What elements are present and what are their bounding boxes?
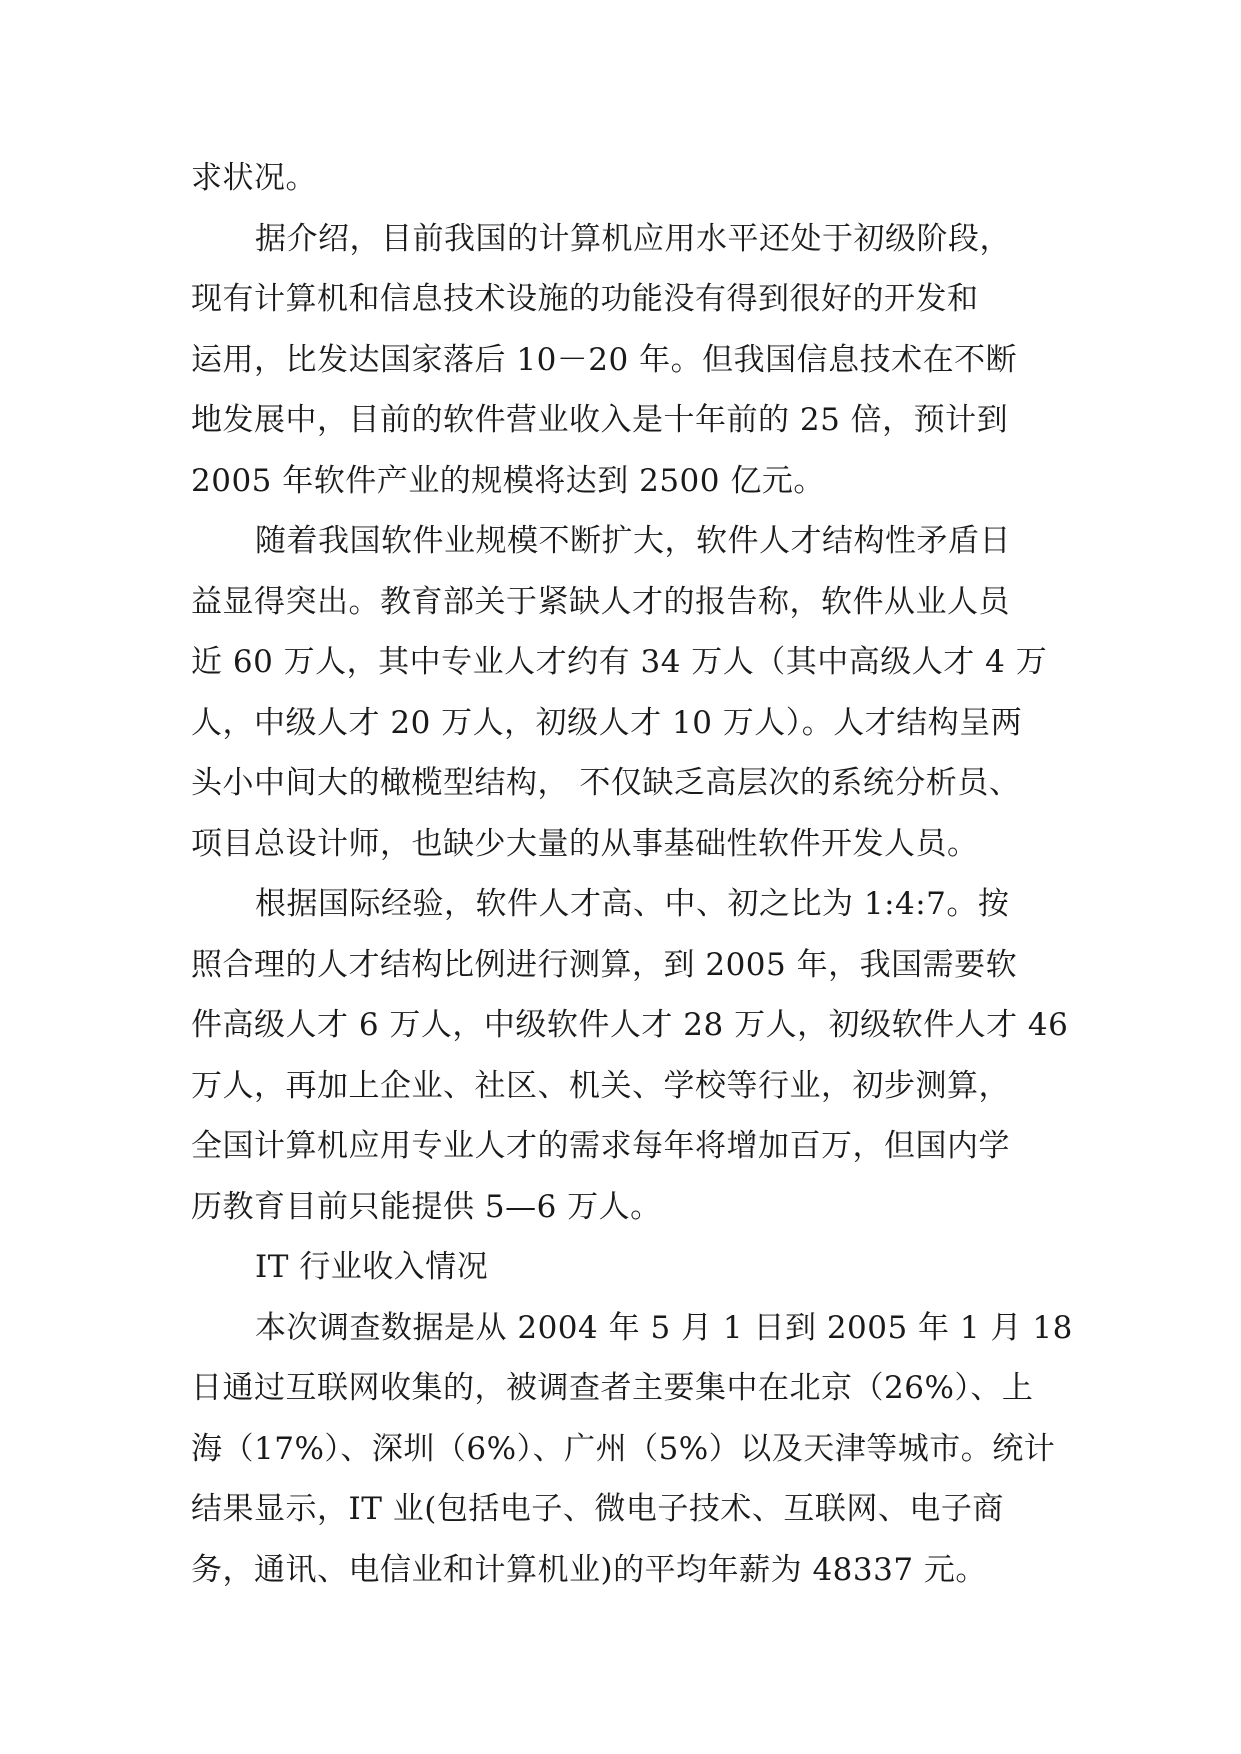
text-line: 日通过互联网收集的，被调查者主要集中在北京（26%）、上 [191,1370,1034,1406]
text-line: 万人，再加上企业、社区、机关、学校等行业，初步测算， [191,1067,1010,1104]
paragraph-start-line: 随着我国软件业规模不断扩大，软件人才结构性矛盾日 [255,523,1011,559]
text-line: 运用，比发达国家落后 10－20 年。但我国信息技术在不断 [191,341,1018,378]
text-line: 结果显示，IT 业(包括电子、微电子技术、互联网、电子商 [191,1491,1004,1527]
text-line: 人，中级人才 20 万人，初级人才 10 万人）。人才结构呈两 [191,704,1023,741]
text-line: 近 60 万人，其中专业人才约有 34 万人（其中高级人才 4 万 [191,644,1048,680]
text-line: 照合理的人才结构比例进行测算，到 2005 年，我国需要软 [191,946,1018,983]
text-line: 现有计算机和信息技术设施的功能没有得到很好的开发和 [191,281,979,317]
text-line: 益显得突出。教育部关于紧缺人才的报告称，软件从业人员 [191,583,1010,620]
text-line: 头小中间大的橄榄型结构， 不仅缺乏高层次的系统分析员、 [191,765,1021,801]
text-line: 求状况。 [191,160,317,196]
text-line: 全国计算机应用专业人才的需求每年将增加百万，但国内学 [191,1128,1010,1164]
text-line: 海（17%）、深圳（6%）、广州（5%）以及天津等城市。统计 [191,1430,1056,1467]
text-line: 件高级人才 6 万人，中级软件人才 28 万人，初级软件人才 46 [191,1007,1069,1043]
paragraph-start-line: 本次调查数据是从 2004 年 5 月 1 日到 2005 年 1 月 18 [255,1309,1073,1346]
text-line: 项目总设计师，也缺少大量的从事基础性软件开发人员。 [191,825,979,862]
document-body [191,148,1071,1600]
text-line: 务，通讯、电信业和计算机业)的平均年薪为 48337 元。 [191,1551,987,1588]
paragraph-start-line: 根据国际经验，软件人才高、中、初之比为 1:4:7。按 [255,886,1010,922]
text-line: 2005 年软件产业的规模将达到 2500 亿元。 [191,462,825,499]
section-heading: IT 行业收入情况 [255,1249,489,1285]
text-line: 地发展中，目前的软件营业收入是十年前的 25 倍，预计到 [191,402,1009,438]
paragraph-start-line: 据介绍，目前我国的计算机应用水平还处于初级阶段， [255,220,1011,257]
text-line: 历教育目前只能提供 5—6 万人。 [191,1188,662,1225]
